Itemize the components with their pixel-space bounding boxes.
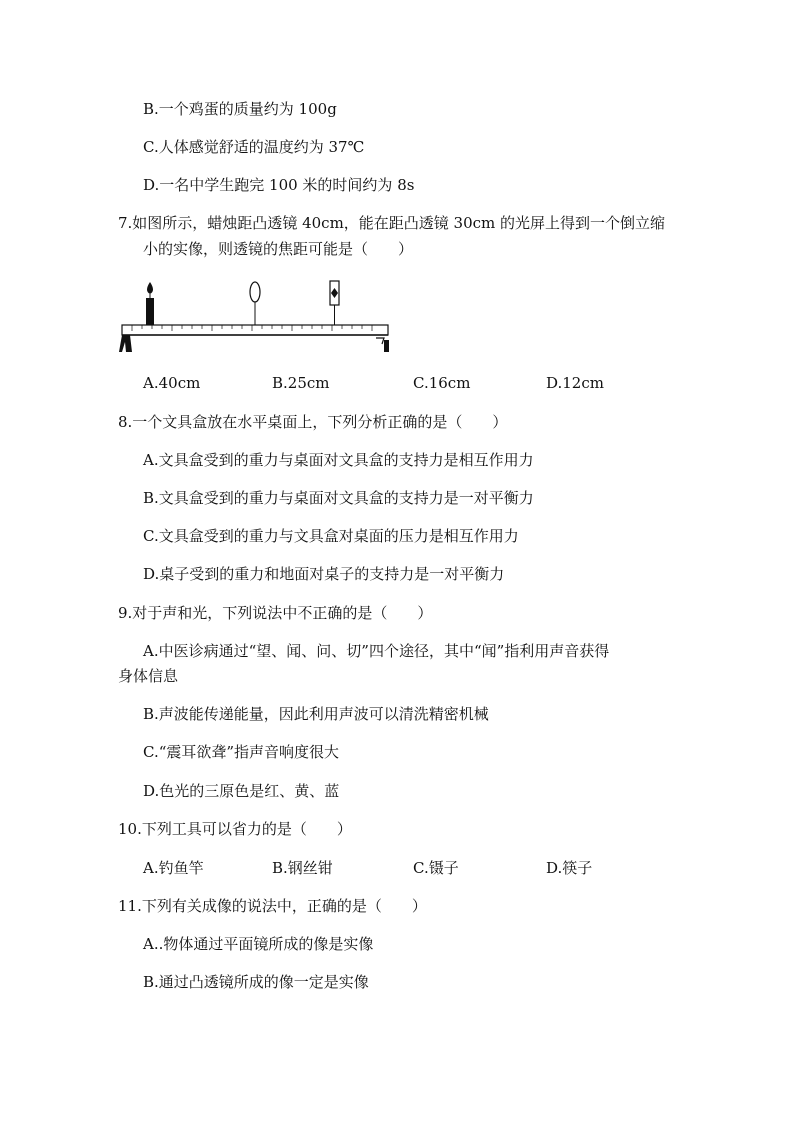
q10-option-b: B.钢丝钳 (272, 859, 333, 877)
ruler-bench (122, 325, 388, 335)
bench-leg-left (119, 335, 132, 352)
q7-options (0, 374, 794, 394)
q7-stem-line2: 小的实像，则透镜的焦距可能是（ ） (143, 240, 414, 258)
optical-bench-diagram (118, 278, 398, 358)
q10-option-d: D.筷子 (546, 859, 593, 877)
q10-options (0, 857, 794, 877)
candle (146, 282, 154, 325)
q10-stem: 10.下列工具可以省力的是（ ） (118, 820, 352, 838)
q11-option-b: B.通过凸透镜所成的像一定是实像 (143, 973, 369, 991)
q7-option-b: B.25cm (272, 374, 330, 392)
q6-option-b: B.一个鸡蛋的质量约为 100g (143, 100, 337, 118)
q8-option-a: A.文具盒受到的重力与桌面对文具盒的支持力是相互作用力 (143, 451, 534, 469)
convex-lens (250, 282, 260, 325)
q9-option-a-line2: 身体信息 (118, 667, 179, 685)
q8-stem: 8.一个文具盒放在水平桌面上，下列分析正确的是（ ） (118, 413, 508, 431)
q6-option-d: D.一名中学生跑完 100 米的时间约为 8s (143, 176, 415, 194)
q6-option-c: C.人体感觉舒适的温度约为 37℃ (143, 138, 365, 156)
q9-option-b: B.声波能传递能量，因此利用声波可以清洗精密机械 (143, 705, 489, 723)
q11-stem: 11.下列有关成像的说法中，正确的是（ ） (118, 897, 427, 915)
q8-option-d: D.桌子受到的重力和地面对桌子的支持力是一对平衡力 (143, 565, 505, 583)
q9-option-c: C.“震耳欲聋”指声音响度很大 (143, 743, 340, 761)
q9-option-d: D.色光的三原色是红、黄、蓝 (143, 782, 340, 800)
q7-option-c: C.16cm (413, 374, 471, 392)
q7-option-a: A.40cm (143, 374, 201, 392)
q8-option-b: B.文具盒受到的重力与桌面对文具盒的支持力是一对平衡力 (143, 489, 534, 507)
q8-option-c: C.文具盒受到的重力与文具盒对桌面的压力是相互作用力 (143, 527, 519, 545)
q7-option-d: D.12cm (546, 374, 604, 392)
q9-option-a-line1: A.中医诊病通过“望、闻、问、切”四个途径，其中“闻”指利用声音获得 (143, 642, 610, 660)
q7-stem-line1: 7.如图所示，蜡烛距凸透镜 40cm，能在距凸透镜 30cm 的光屏上得到一个倒立缩 (118, 214, 666, 232)
q11-option-a: A..物体通过平面镜所成的像是实像 (143, 935, 374, 953)
light-screen (330, 281, 339, 325)
bench-leg-right (376, 338, 389, 352)
q9-stem: 9.对于声和光，下列说法中不正确的是（ ） (118, 604, 433, 622)
q10-option-a: A.钓鱼竿 (143, 859, 204, 877)
q10-option-c: C.镊子 (413, 859, 459, 877)
